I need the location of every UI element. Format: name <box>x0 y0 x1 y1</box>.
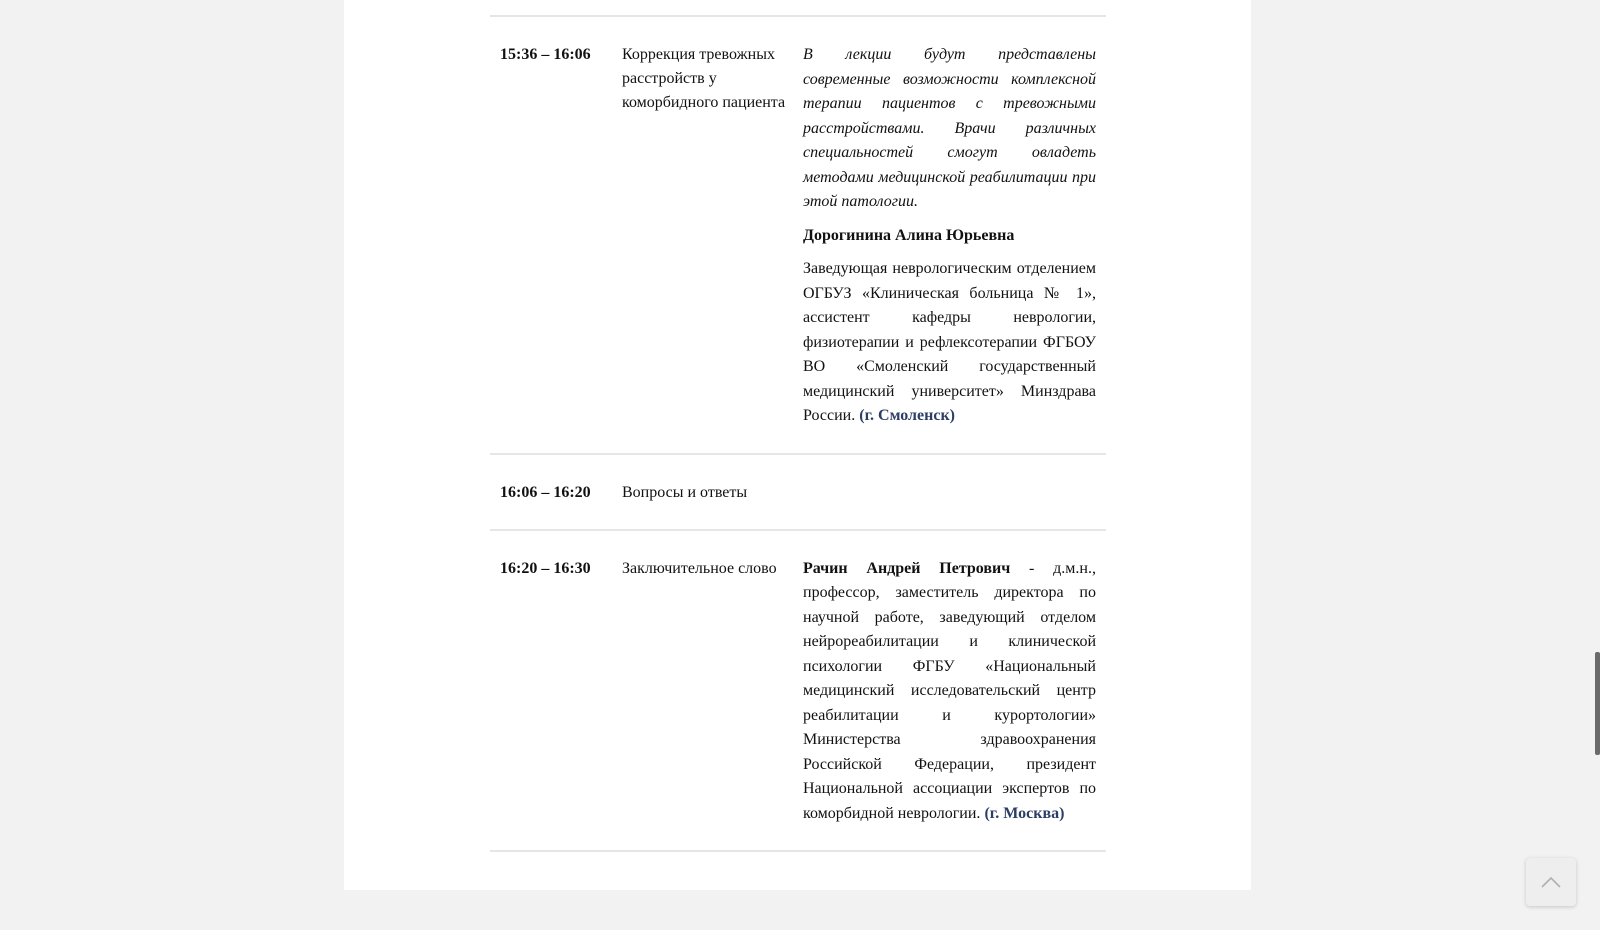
session-topic: Коррекция тревожных расстройств у коморбидного пациента <box>622 46 786 111</box>
lecture-description: В лекции будут представлены современные возможности комплексной терапии пациентов с тревожными расстройствами. Врачи различных специальностей смогут овладеть методами медицинской реабилитации при этой патологии. <box>803 46 1096 210</box>
session-details <box>803 43 1096 429</box>
speaker-info <box>803 257 1096 429</box>
speaker-name: Рачин Андрей Петрович <box>803 559 1011 577</box>
chevron-up-icon <box>1540 875 1562 889</box>
schedule-row <box>490 15 1106 453</box>
speaker-city: (г. Москва) <box>984 804 1065 822</box>
schedule-table <box>490 15 1106 852</box>
page-scrollbar[interactable] <box>1594 0 1600 930</box>
program-card <box>344 0 1251 890</box>
session-topic: Заключительное слово <box>622 559 777 577</box>
speaker-info <box>803 557 1096 827</box>
speaker-city: (г. Смоленск) <box>859 407 955 424</box>
speaker-bio: Заведующая неврологическим отделением ОГБУЗ «Клиническая больница № 1», ассистент кафедры неврологии, физиотерапии и рефлексотерапии ФГБОУ ВО «Смоленский государственный медицинский университет» Минздрава России. <box>803 260 1096 424</box>
session-time: 16:20 – 16:30 <box>500 559 591 577</box>
scroll-to-top-button[interactable] <box>1526 858 1576 906</box>
speaker-bio: - д.м.н., профессор, заместитель директора по научной работе, заведующий отделом нейрореабилитации и клинической психологии ФГБУ «Национальный медицинский исследовательский центр реабилитации и курортологии» Министерства здравоохранения Российской Федерации, президент Национальной ассоциации экспертов по коморбидной неврологии. <box>803 559 1096 822</box>
session-details <box>803 557 1096 827</box>
schedule-row <box>490 453 1106 529</box>
speaker-name: Дорогинина Алина Юрьевна <box>803 226 1015 244</box>
schedule-row <box>490 529 1106 853</box>
scrollbar-thumb[interactable] <box>1595 652 1600 755</box>
session-time: 15:36 – 16:06 <box>500 46 591 63</box>
session-topic: Вопросы и ответы <box>622 483 748 501</box>
session-time: 16:06 – 16:20 <box>500 483 591 501</box>
